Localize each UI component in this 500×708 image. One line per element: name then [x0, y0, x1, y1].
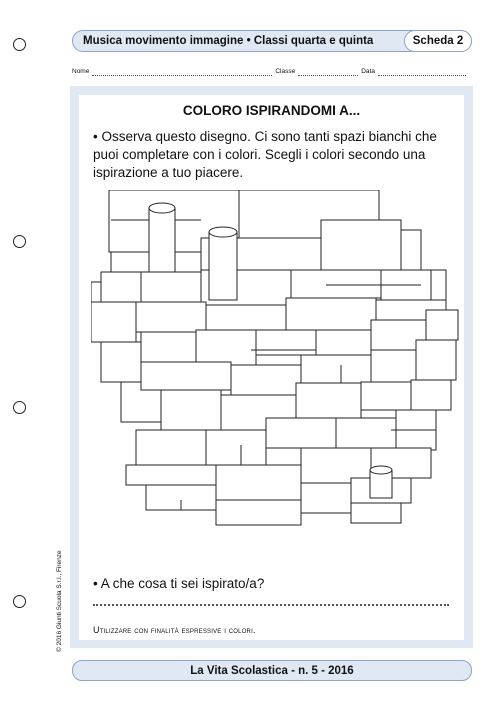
binder-hole-upper — [13, 235, 26, 248]
footer-bar — [72, 660, 472, 681]
header-title: Musica movimento immagine • Classi quarta e quinta — [83, 35, 374, 47]
header-bar — [72, 30, 472, 52]
class-label: Classe — [275, 68, 296, 75]
binder-hole-bottom — [13, 595, 26, 608]
usage-note: Utilizzare con finalità espressive i colori. — [93, 625, 256, 635]
sheet-number-tab: Scheda 2 — [404, 30, 472, 52]
footer-text: La Vita Scolastica - n. 5 - 2016 — [190, 664, 354, 677]
date-field[interactable] — [378, 68, 466, 76]
binder-hole-top — [13, 38, 26, 51]
copyright-text: © 2016 Giunti Scuola S.r.l., Firenze — [56, 550, 63, 652]
binder-hole-lower — [13, 401, 26, 414]
worksheet-title: COLORO ISPIRANDOMI A... — [182, 103, 361, 118]
class-field[interactable] — [298, 68, 358, 76]
name-label: Nome — [72, 68, 90, 75]
date-label: Data — [361, 68, 375, 75]
name-field[interactable] — [92, 68, 272, 76]
student-fields — [72, 68, 472, 76]
instruction-text: • Osserva questo disegno. Ci sono tanti spazi bianchi che puoi completare con i colori. Scegli i colori secondo una ispirazione a tuo piacere. — [93, 129, 437, 180]
coloring-drawing[interactable] — [91, 190, 461, 545]
answer-line[interactable] — [93, 604, 449, 606]
question-text: • A che cosa ti sei ispirato/a? — [93, 576, 265, 591]
